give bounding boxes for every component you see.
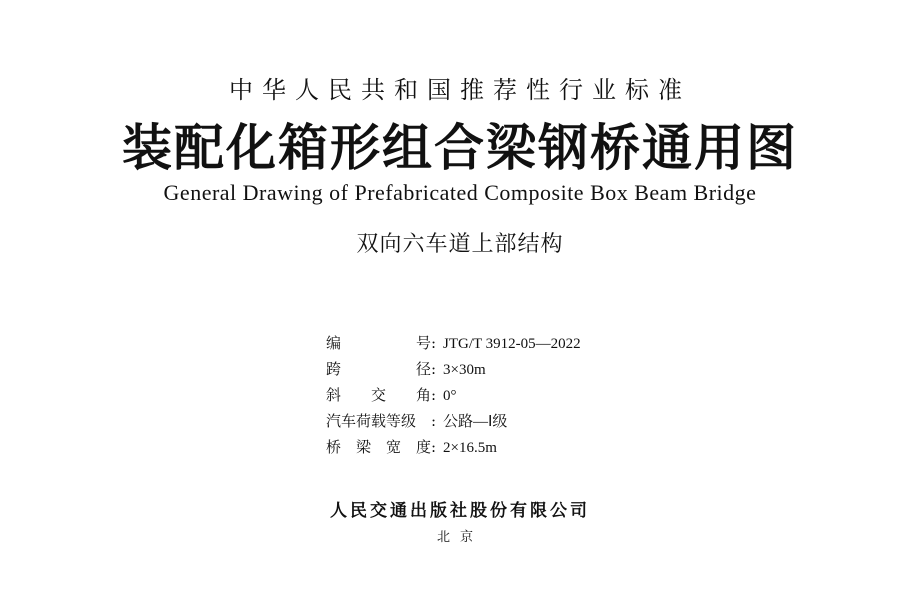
title-english: General Drawing of Prefabricated Composite Box Beam Bridge <box>163 180 757 205</box>
info-row-load-class <box>326 410 686 436</box>
publisher-name: 人民交通出版社股份有限公司 <box>330 501 590 521</box>
info-label: 汽车荷载等级 <box>326 412 417 430</box>
info-separator: : <box>431 334 437 352</box>
info-row-bridge-width <box>326 436 686 462</box>
spec-info-block <box>326 332 686 462</box>
info-row-span <box>326 358 686 384</box>
subtitle: 双向六车道上部结构 <box>356 232 564 257</box>
info-value-bridge-width: 2×16.5m <box>443 440 497 456</box>
info-value-code: JTG/T 3912-05—2022 <box>443 336 581 352</box>
info-separator: : <box>431 360 437 378</box>
standard-category: 中华人民共和国推荐性行业标准 <box>229 76 691 104</box>
info-value-load-class: 公路—Ⅰ级 <box>443 414 508 430</box>
publisher-city: 北京 <box>436 530 483 545</box>
info-label: 桥 梁 宽 度 <box>326 438 431 456</box>
info-row-skew-angle <box>326 384 686 410</box>
info-label: 跨 径 <box>326 360 431 378</box>
info-label: 编 号 <box>326 334 431 352</box>
info-separator: : <box>431 438 437 456</box>
info-label: 斜 交 角 <box>326 386 431 404</box>
info-value-span: 3×30m <box>443 362 486 378</box>
info-value-skew-angle: 0° <box>443 388 457 404</box>
info-separator: : <box>431 412 437 430</box>
title-chinese: 装配化箱形组合梁钢桥通用图 <box>122 119 798 177</box>
info-row-code <box>326 332 686 358</box>
info-separator: : <box>431 386 437 404</box>
